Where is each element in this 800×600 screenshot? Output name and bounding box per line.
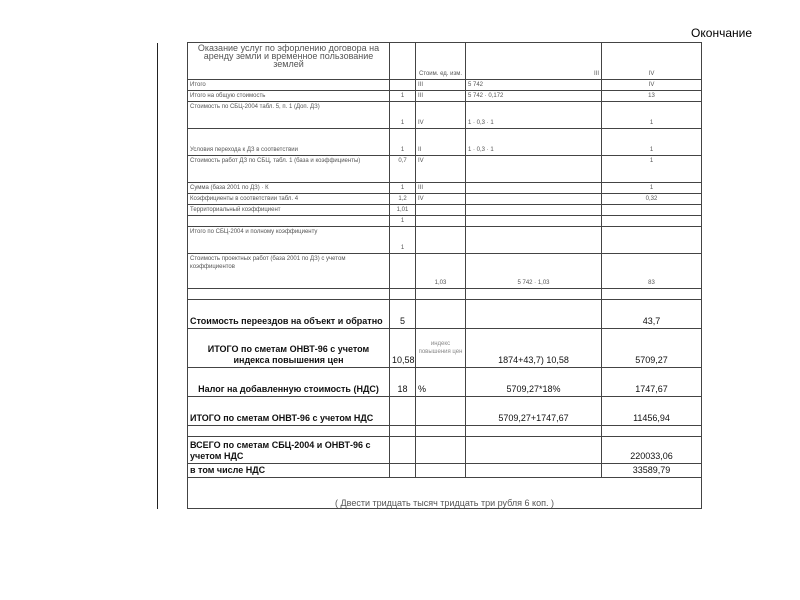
itogo-ohbt-description: ИТОГО по сметам ОНВТ-96 с учетом индекса повышения цен: [188, 329, 390, 368]
itogo-ohbt-row: [158, 329, 702, 368]
row-calc: [466, 183, 602, 194]
row-unit: 1,03: [416, 254, 466, 289]
itogo-ohbt-total: 5709,27: [602, 329, 702, 368]
row-unit: IV: [416, 194, 466, 205]
row-total: 1: [602, 102, 702, 129]
row-total: 1: [602, 129, 702, 156]
row-total: IV: [602, 80, 702, 91]
row-unit: [416, 205, 466, 216]
row-qty: 1: [390, 227, 416, 254]
amount-in-words: ( Двести тридцать тысяч тридцать три рубля 6 коп. ): [188, 478, 702, 509]
row-unit: II: [416, 129, 466, 156]
nds-calc: 5709,27*18%: [466, 368, 602, 397]
table-row: [158, 80, 702, 91]
row-qty: 1: [390, 183, 416, 194]
incl-nds-total: 33589,79: [602, 464, 702, 478]
itogo-nds-description: ИТОГО по сметам ОНВТ-96 с учетом НДС: [188, 397, 390, 426]
nds-total: 1747,67: [602, 368, 702, 397]
row-description: Итого: [188, 80, 390, 91]
header-col5: III: [466, 43, 602, 80]
row-unit: [416, 227, 466, 254]
row-description: Коэффициенты в соответствии табл. 4: [188, 194, 390, 205]
nds-row: [158, 368, 702, 397]
row-calc: 5 742 · 1,03: [466, 254, 602, 289]
header-description: Оказание услуг по эфорлению договора на аренду земли и временное пользование землей: [188, 43, 390, 80]
row-qty: 0,7: [390, 156, 416, 183]
row-description: Стоимость работ ДЗ по СБЦ, табл. 1 (база и коэффициенты): [188, 156, 390, 183]
row-total: [602, 205, 702, 216]
row-qty: 1,2: [390, 194, 416, 205]
transfer-total: 43,7: [602, 300, 702, 329]
row-calc: [466, 205, 602, 216]
row-description: Стоимость проектных работ (база 2001 по ДЗ) с учетом коэффициентов: [188, 254, 390, 289]
row-calc: [466, 216, 602, 227]
itogo-ohbt-unit: индекс повышения цен: [416, 329, 466, 368]
transfer-calc: [466, 300, 602, 329]
row-description: Итого на общую стоимость: [188, 91, 390, 102]
table-row: [158, 194, 702, 205]
row-description: Стоимость по СБЦ-2004 табл. 5, п. 1 (Доп. ДЗ): [188, 102, 390, 129]
transfer-unit: [416, 300, 466, 329]
row-calc: 1 · 0,3 · 1: [466, 102, 602, 129]
row-unit: IV: [416, 156, 466, 183]
row-calc: [466, 156, 602, 183]
table-row: [158, 254, 702, 289]
table-row: [158, 216, 702, 227]
nds-unit: %: [416, 368, 466, 397]
table-row: [158, 227, 702, 254]
row-unit: III: [416, 91, 466, 102]
amount-in-words-row: [158, 478, 702, 509]
incl-nds-description: в том числе НДС: [188, 464, 390, 478]
row-calc: [466, 227, 602, 254]
itogo-ohbt-qty: 10,58: [390, 329, 416, 368]
row-qty: [390, 254, 416, 289]
nds-qty: 18: [390, 368, 416, 397]
row-calc: 1 · 0,3 · 1: [466, 129, 602, 156]
row-calc: 5 742: [466, 80, 602, 91]
continuation-label: Окончание: [691, 26, 752, 40]
row-total: 13: [602, 91, 702, 102]
row-qty: 1,01: [390, 205, 416, 216]
row-total: 1: [602, 183, 702, 194]
row-unit: [416, 216, 466, 227]
row-total: [602, 216, 702, 227]
row-qty: 1: [390, 102, 416, 129]
estimate-table: [157, 42, 702, 509]
row-total: [602, 227, 702, 254]
row-qty: 1: [390, 91, 416, 102]
transfer-row: [158, 300, 702, 329]
row-qty: 1: [390, 216, 416, 227]
table-row: [158, 91, 702, 102]
row-calc: 5 742 · 0,172: [466, 91, 602, 102]
itogo-nds-row: [158, 397, 702, 426]
itogo-nds-total: 11456,94: [602, 397, 702, 426]
row-qty: 1: [390, 129, 416, 156]
transfer-qty: 5: [390, 300, 416, 329]
row-total: 83: [602, 254, 702, 289]
table-row: [158, 129, 702, 156]
table-row: [158, 102, 702, 129]
itogo-ohbt-calc: 1874+43,7) 10,58: [466, 329, 602, 368]
row-description: Условия перехода к ДЗ в соответствии: [188, 129, 390, 156]
row-total: 0,32: [602, 194, 702, 205]
vsego-description: ВСЕГО по сметам СБЦ-2004 и ОНВТ-96 с учетом НДС: [188, 437, 390, 464]
row-unit: III: [416, 80, 466, 91]
row-calc: [466, 194, 602, 205]
row-description: Территориальный коэффициент: [188, 205, 390, 216]
row-description: Сумма (база 2001 по ДЗ) · К: [188, 183, 390, 194]
transfer-description: Стоимость переездов на объект и обратно: [188, 300, 390, 329]
row-description: Итого по СБЦ-2004 и полному коэффициенту: [188, 227, 390, 254]
row-unit: III: [416, 183, 466, 194]
vsego-total: 220033,06: [602, 437, 702, 464]
header-unit-cost: Стоим. ед. изм.: [416, 43, 466, 80]
nds-description: Налог на добавленную стоимость (НДС): [188, 368, 390, 397]
itogo-nds-calc: 5709,27+1747,67: [466, 397, 602, 426]
table-row: [158, 156, 702, 183]
row-qty: [390, 80, 416, 91]
vsego-row: [158, 437, 702, 464]
table-row: [158, 205, 702, 216]
row-unit: IV: [416, 102, 466, 129]
row-total: 1: [602, 156, 702, 183]
header-col6: IV: [602, 43, 702, 80]
table-row: [158, 183, 702, 194]
row-description: [188, 216, 390, 227]
incl-nds-row: [158, 464, 702, 478]
